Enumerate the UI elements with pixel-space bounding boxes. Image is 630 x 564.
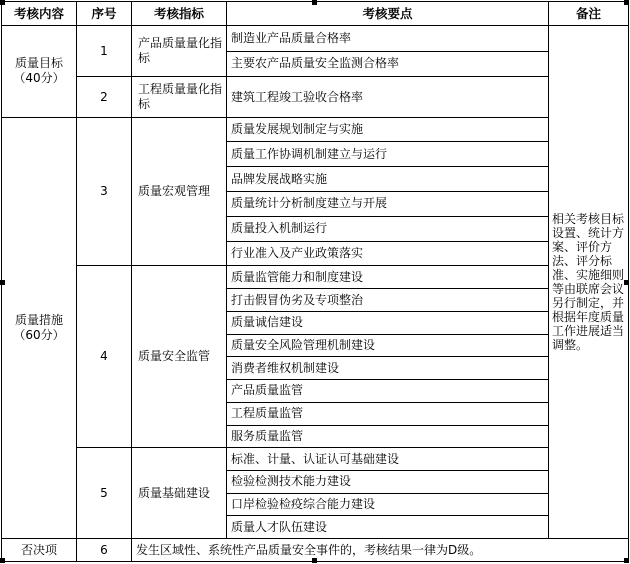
seq-cell: 3 <box>77 117 132 266</box>
indicator-cell: 产品质量量化指标 <box>132 25 227 77</box>
point-cell: 行业准入及产业政策落实 <box>227 241 549 266</box>
header-seq: 序号 <box>77 2 132 26</box>
point-cell: 主要农产品质量安全监测合格率 <box>227 51 549 77</box>
resize-handle-top-left[interactable] <box>0 0 5 5</box>
group-measure-title: 质量措施 <box>14 312 63 327</box>
header-content: 考核内容 <box>2 2 77 26</box>
header-remark: 备注 <box>549 2 629 26</box>
indicator-cell: 质量宏观管理 <box>132 117 227 266</box>
point-cell: 质量工作协调机制建立与运行 <box>227 142 549 167</box>
veto-text: 发生区域性、系统性产品质量安全事件的，考核结果一律为D级。 <box>132 539 629 562</box>
resize-handle-mid-left[interactable] <box>0 280 5 285</box>
resize-handle-bottom-left[interactable] <box>0 558 5 563</box>
resize-handle-top-right[interactable] <box>624 0 629 5</box>
point-cell: 质量安全风险管理机制建设 <box>227 334 549 357</box>
point-cell: 质量发展规划制定与实施 <box>227 117 549 142</box>
header-row <box>2 2 629 26</box>
group-goal-title: 质量目标 <box>14 56 63 71</box>
point-cell: 产品质量监管 <box>227 380 549 403</box>
point-cell: 口岸检验检疫综合能力建设 <box>227 493 549 516</box>
group-veto: 否决项 <box>2 539 77 562</box>
point-cell: 打击假冒伪劣及专项整治 <box>227 289 549 312</box>
seq-cell: 1 <box>77 25 132 77</box>
seq-cell: 2 <box>77 77 132 117</box>
resize-handle-bottom-right[interactable] <box>624 558 629 563</box>
seq-cell: 5 <box>77 448 132 539</box>
group-goal-weight: （40分） <box>13 71 65 86</box>
point-cell: 工程质量监管 <box>227 402 549 425</box>
point-cell: 质量监管能力和制度建设 <box>227 266 549 289</box>
point-cell: 检验检测技术能力建设 <box>227 470 549 493</box>
group-quality-goal <box>2 25 77 117</box>
group-measure-weight: （60分） <box>13 327 65 342</box>
header-points: 考核要点 <box>227 2 549 26</box>
point-cell: 品牌发展战略实施 <box>227 167 549 192</box>
seq-cell: 4 <box>77 266 132 448</box>
remark-cell: 相关考核目标设置、统计方案、评价方法、评分标准、实施细则等由联席会议另行制定，并根据年度质量工作进展适当调整。 <box>549 25 629 538</box>
point-cell: 质量投入机制运行 <box>227 216 549 241</box>
point-cell: 建筑工程竣工验收合格率 <box>227 77 549 117</box>
point-cell: 服务质量监管 <box>227 425 549 448</box>
header-indicator: 考核指标 <box>132 2 227 26</box>
point-cell: 标准、计量、认证认可基础建设 <box>227 448 549 471</box>
point-cell: 质量诚信建设 <box>227 311 549 334</box>
indicator-cell: 质量安全监管 <box>132 266 227 448</box>
seq-cell: 6 <box>77 539 132 562</box>
resize-handle-mid-right[interactable] <box>624 280 629 285</box>
indicator-cell: 质量基础建设 <box>132 448 227 539</box>
point-cell: 消费者维权机制建设 <box>227 357 549 380</box>
group-quality-measure <box>2 117 77 538</box>
point-cell: 质量人才队伍建设 <box>227 516 549 539</box>
assessment-table <box>1 1 629 562</box>
point-cell: 制造业产品质量合格率 <box>227 25 549 51</box>
indicator-cell: 工程质量量化指标 <box>132 77 227 117</box>
point-cell: 质量统计分析制度建立与开展 <box>227 192 549 217</box>
resize-handle-top-mid[interactable] <box>312 0 317 5</box>
resize-handle-bottom-mid[interactable] <box>312 558 317 563</box>
